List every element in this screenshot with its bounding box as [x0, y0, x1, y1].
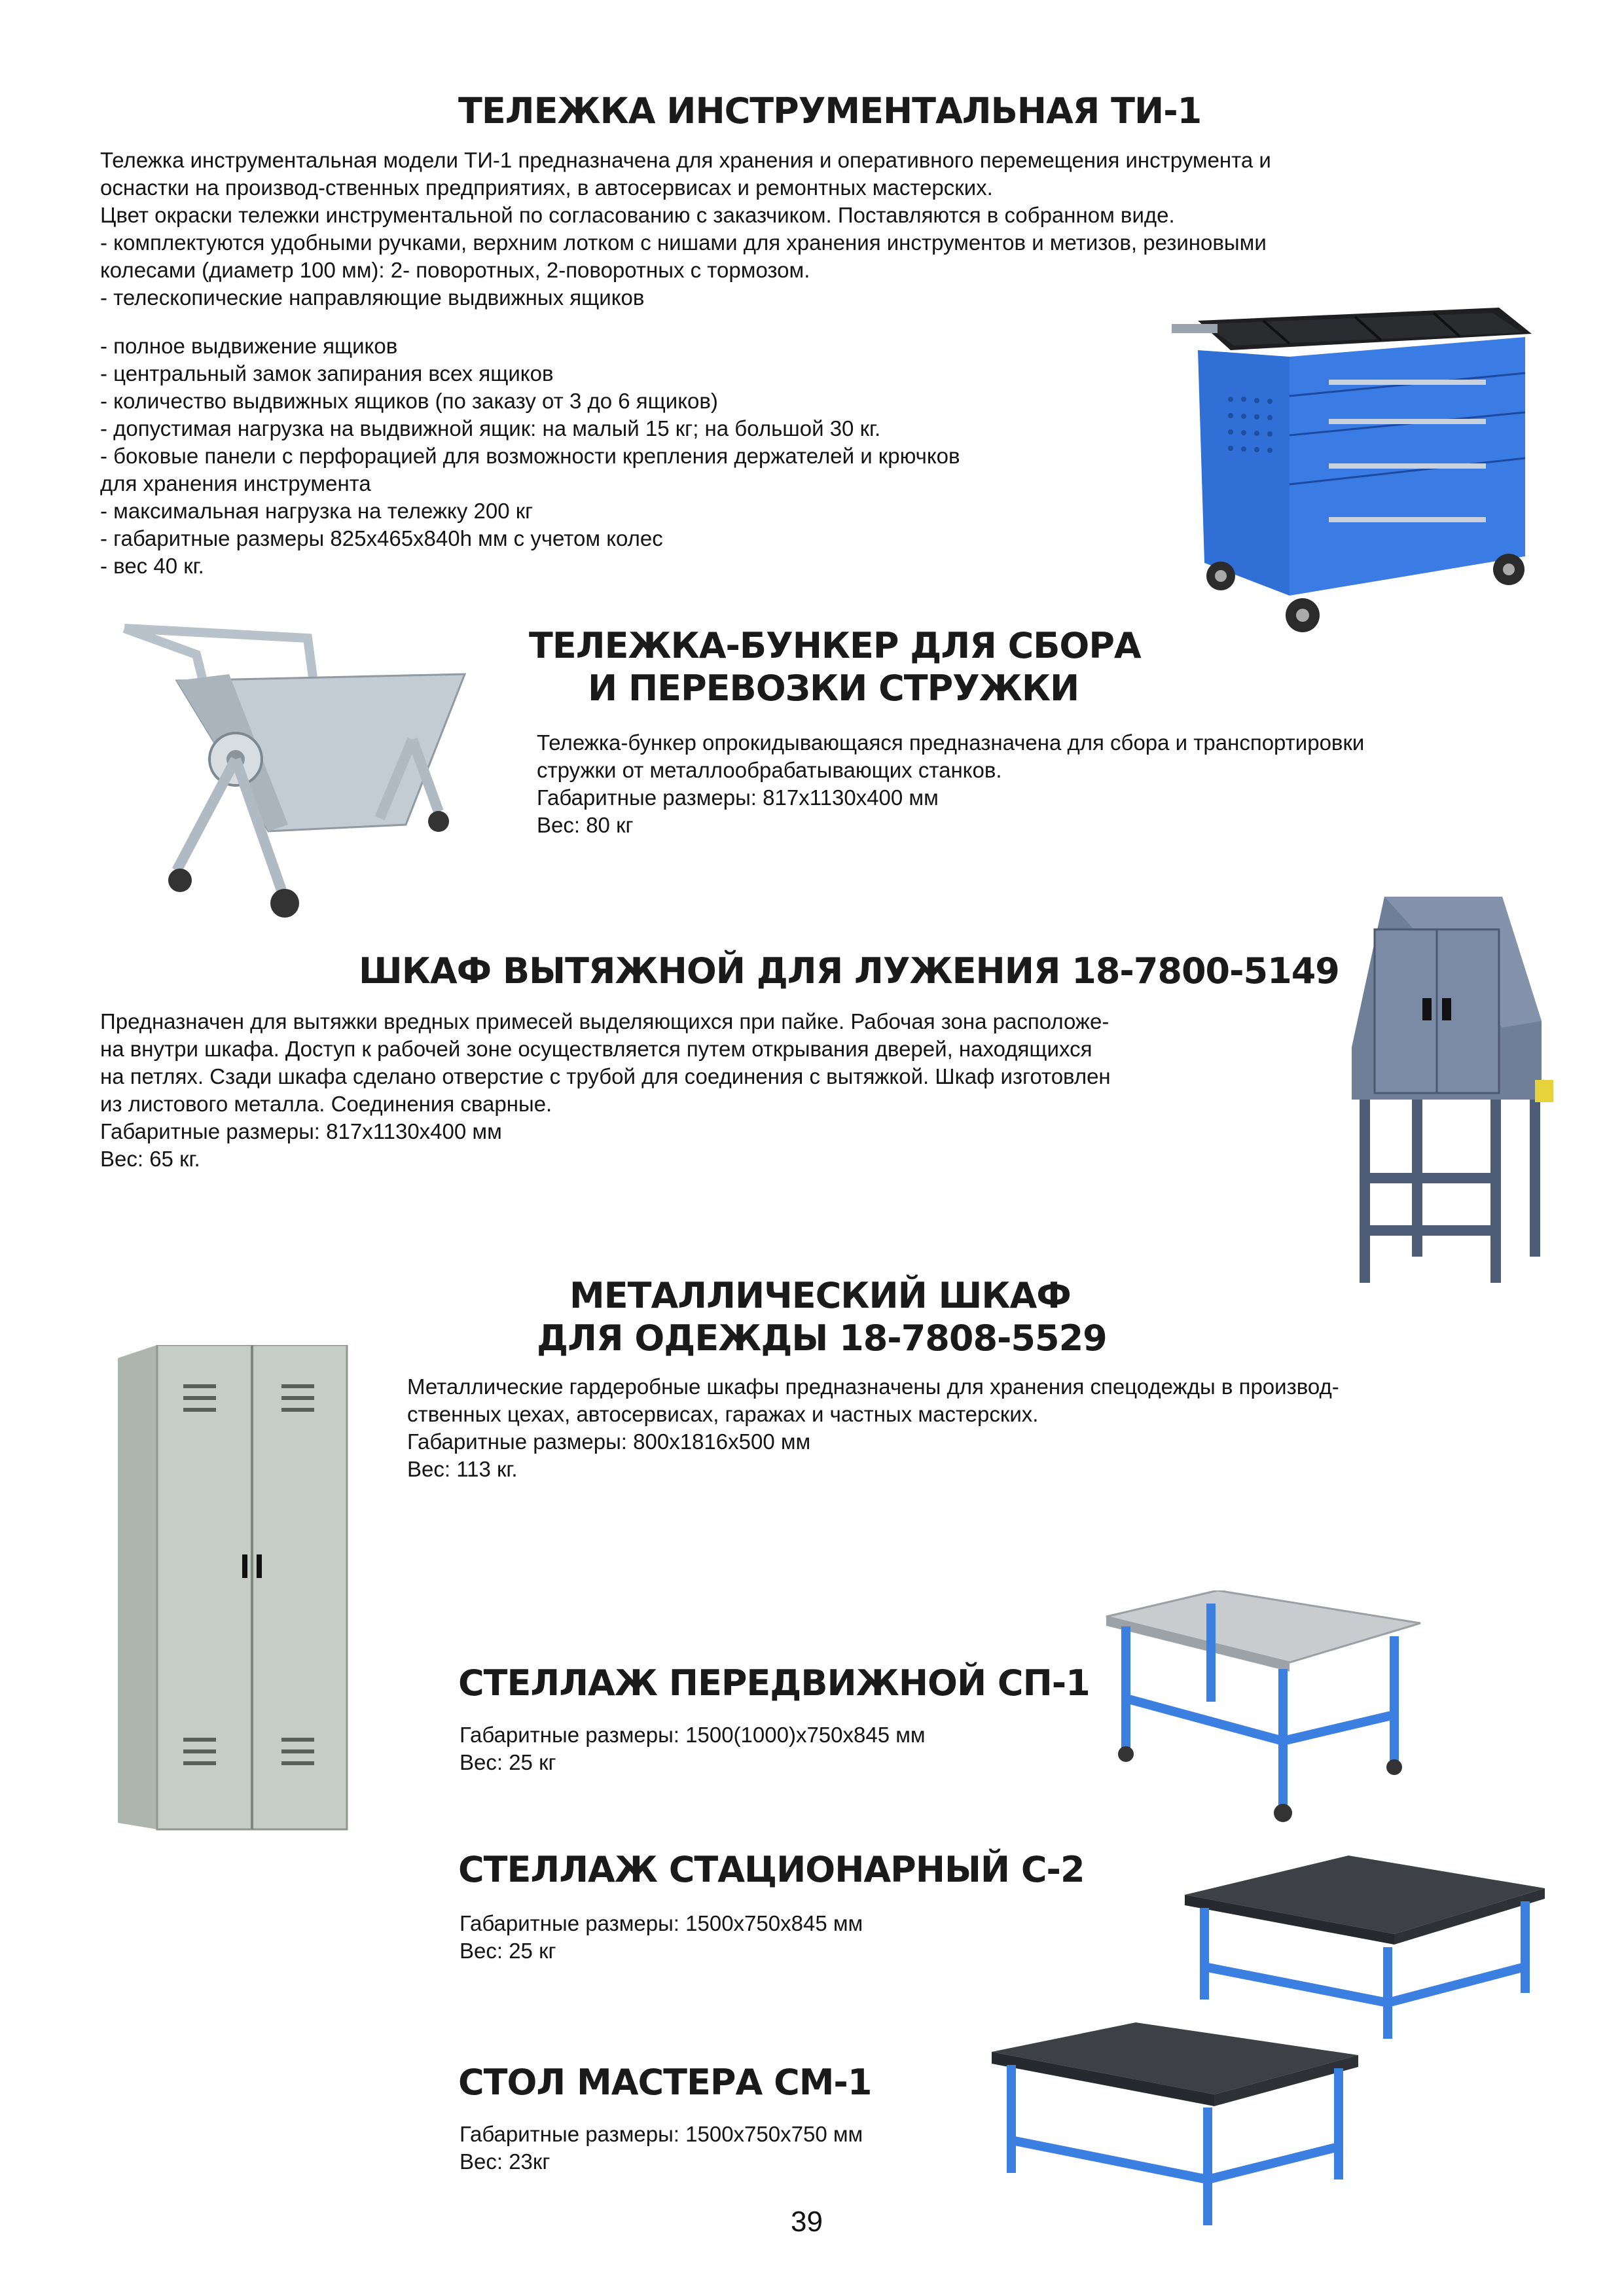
text-line: Габаритные размеры: 1500х750х750 мм	[460, 2122, 863, 2146]
locker-title	[537, 1275, 1126, 1360]
master-table-description	[460, 2121, 1049, 2176]
stationary-rack-description	[460, 1910, 1049, 1965]
text-line: Габаритные размеры: 800х1816х500 мм	[407, 1429, 811, 1454]
locker-description	[407, 1373, 1546, 1483]
text-line: Габаритные размеры: 817х1130х400 мм	[100, 1119, 502, 1143]
fume-cabinet-title: ШКАФ ВЫТЯЖНОЙ ДЛЯ ЛУЖЕНИЯ 18-7800-5149	[359, 950, 1339, 992]
title-line: ДЛЯ ОДЕЖДЫ 18-7808-5529	[537, 1317, 1107, 1359]
list-item: - допустимая нагрузка на выдвижной ящик: на малый 15 кг; на большой 30 кг.	[100, 416, 881, 440]
text-line: Металлические гардеробные шкафы предназначены для хранения спецодежды в производ-	[407, 1374, 1339, 1399]
tool-cart-features	[100, 332, 1154, 580]
text-line: Вес: 23кг	[460, 2149, 550, 2174]
text-line: Габаритные размеры: 1500х750х845 мм	[460, 1911, 863, 1935]
text-line: Вес: 80 кг	[537, 813, 634, 837]
tool-cart-icon	[1159, 288, 1545, 641]
text-line: оснастки на производ-ственных предприятиях, в автосервисах и ремонтных мастерских.	[100, 175, 993, 200]
hopper-cart-icon	[98, 609, 484, 936]
text-line: Тележка-бункер опрокидывающаяся предназначена для сбора и транспортировки	[537, 730, 1365, 755]
text-line: - телескопические направляющие выдвижных ящиков	[100, 285, 645, 310]
text-line: Вес: 65 кг.	[100, 1147, 200, 1171]
stationary-rack-title: СТЕЛЛАЖ СТАЦИОНАРНЫЙ С-2	[458, 1849, 1085, 1890]
text-line: Вес: 25 кг	[460, 1939, 556, 1963]
tool-cart-title: ТЕЛЕЖКА ИНСТРУМЕНТАЛЬНАЯ ТИ-1	[458, 90, 1202, 132]
text-line: Вес: 113 кг.	[407, 1457, 518, 1481]
fume-cabinet-description	[100, 1008, 1318, 1173]
text-line: Габаритные размеры: 1500(1000)х750х845 мм	[460, 1723, 926, 1747]
text-line: из листового металла. Соединения сварные.	[100, 1092, 552, 1116]
list-item: - количество выдвижных ящиков (по заказу от 3 до 6 ящиков)	[100, 389, 718, 413]
mobile-rack-icon	[1100, 1590, 1427, 1833]
mobile-rack-description	[460, 1721, 1049, 1776]
locker-icon	[118, 1345, 353, 1836]
mobile-rack-title: СТЕЛЛАЖ ПЕРЕДВИЖНОЙ СП-1	[458, 1662, 1090, 1704]
text-line: Габаритные размеры: 817х1130х400 мм	[537, 785, 939, 810]
title-line: МЕТАЛЛИЧЕСКИЙ ШКАФ	[569, 1275, 1071, 1316]
text-line: Тележка инструментальная модели ТИ-1 предназначена для хранения и оперативного перемещения инструмента и	[100, 148, 1271, 172]
hopper-cart-description	[537, 729, 1545, 839]
list-item: - боковые панели с перфорацией для возможности крепления держателей и крючков	[100, 444, 960, 468]
page-number: 39	[791, 2206, 823, 2238]
list-item: - полное выдвижение ящиков	[100, 334, 398, 358]
title-line: И ПЕРЕВОЗКИ СТРУЖКИ	[588, 667, 1079, 709]
list-item: - габаритные размеры 825х465х840h мм с учетом колес	[100, 526, 663, 550]
text-line: - комплектуются удобными ручками, верхним лотком с нишами для хранения инструментов и метизов, резиновыми	[100, 230, 1267, 255]
list-item: - максимальная нагрузка на тележку 200 кг	[100, 499, 533, 523]
text-line: Цвет окраски тележки инструментальной по согласованию с заказчиком. Поставляются в собранном виде.	[100, 203, 1175, 227]
text-line: стружки от металлообрабатывающих станков.	[537, 758, 1002, 782]
stationary-rack-icon	[1178, 1856, 1551, 2045]
text-line: Вес: 25 кг	[460, 1750, 556, 1774]
tool-cart-description	[100, 147, 1540, 312]
master-table-title: СТОЛ МАСТЕРА СМ-1	[458, 2062, 872, 2103]
title-line: ТЕЛЕЖКА-БУНКЕР ДЛЯ СБОРА	[529, 625, 1141, 666]
list-item: для хранения инструмента	[100, 471, 371, 495]
list-item: - центральный замок запирания всех ящиков	[100, 361, 554, 386]
text-line: колесами (диаметр 100 мм): 2- поворотных, 2-поворотных с тормозом.	[100, 258, 810, 282]
hopper-cart-title	[529, 625, 1141, 710]
text-line: ственных цехах, автосервисах, гаражах и частных мастерских.	[407, 1402, 1039, 1426]
list-item: - вес 40 кг.	[100, 554, 204, 578]
text-line: Предназначен для вытяжки вредных примесей выделяющихся при пайке. Рабочая зона расположе-	[100, 1009, 1110, 1033]
fume-cabinet-icon	[1345, 890, 1561, 1289]
text-line: на петлях. Сзади шкафа сделано отверстие с трубой для соединения с вытяжкой. Шкаф изготовлен	[100, 1064, 1111, 1088]
text-line: на внутри шкафа. Доступ к рабочей зоне осуществляется путем открывания дверей, находящихся	[100, 1037, 1092, 1061]
